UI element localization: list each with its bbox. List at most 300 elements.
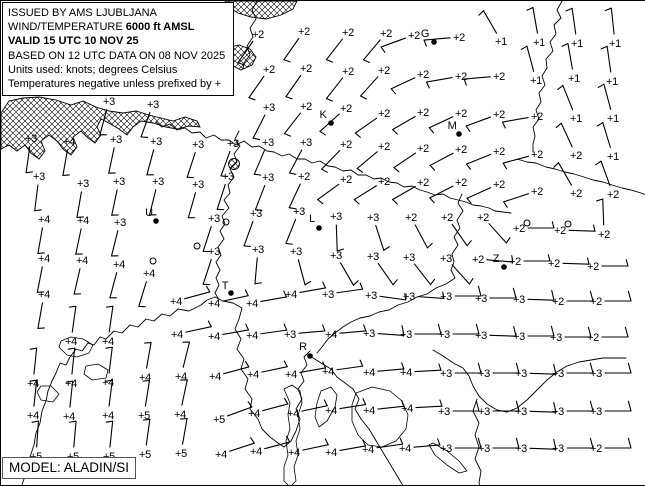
wind-barb-shaft: [185, 292, 210, 299]
chart-level-label: 6000 ft AMSL: [126, 21, 195, 33]
temperature-label: +2: [493, 109, 505, 121]
temperature-label: +1: [568, 73, 580, 85]
wind-barb-shaft: [289, 184, 300, 208]
wind-barb-station: [430, 144, 467, 170]
temperature-label: +4: [363, 367, 375, 379]
issued-by-line: ISSUED BY AMS LJUBLJANA: [8, 6, 229, 20]
wind-barb-tick: [68, 348, 74, 349]
wind-barb-shaft: [183, 419, 188, 445]
city-marker: [421, 28, 437, 45]
temperature-label: +1: [609, 38, 621, 50]
temperature-label: +2: [342, 27, 354, 39]
temperature-label: +4: [399, 443, 411, 455]
wind-barb-station: [249, 64, 275, 100]
wind-barb-shaft: [299, 331, 325, 333]
wind-barb-shaft: [427, 78, 453, 83]
temperature-label: +3: [114, 217, 126, 229]
city-marker: [145, 207, 159, 224]
wind-barb-shaft: [110, 421, 113, 447]
wind-barb-tick: [320, 131, 325, 135]
wind-barb-tick: [35, 210, 41, 211]
wind-barb-station: [252, 244, 264, 284]
temperature-label: +3: [478, 406, 490, 418]
wind-barb-tick: [527, 8, 533, 11]
temperature-label: +2: [378, 108, 390, 120]
wind-barb-station: [587, 327, 628, 344]
wind-barb-shaft: [415, 370, 441, 371]
wind-barb-tick: [393, 280, 397, 285]
wind-barb-tick: [601, 46, 607, 49]
wind-barb-tick: [255, 283, 261, 284]
wind-barb-tick: [253, 138, 259, 139]
wind-barb-tick: [429, 128, 433, 133]
wind-barb-station: [255, 172, 274, 210]
temperature-label: +2: [607, 189, 619, 201]
wind-barb-station: [504, 186, 543, 207]
temperature-label: +3: [515, 443, 527, 455]
wind-barb-shaft: [380, 296, 406, 300]
temperature-label: +3: [192, 139, 204, 151]
wind-barb-station: [438, 401, 479, 418]
wind-barb-station: [556, 123, 582, 162]
wind-barb-shaft: [355, 118, 376, 133]
wind-barb-shaft: [217, 185, 225, 210]
wind-barb-shaft: [503, 118, 529, 123]
temperature-label: +4: [285, 369, 297, 381]
temperature-label: +2: [455, 177, 467, 189]
wind-barb-station: [322, 360, 363, 378]
temperature-label: +4: [247, 369, 259, 381]
temperature-label: +2: [598, 229, 610, 241]
temperature-label: +1: [533, 37, 545, 49]
temperature-label: +4: [38, 253, 50, 265]
chart-type-prefix: WIND/TEMPERATURE: [8, 21, 126, 33]
wind-barb-station: [188, 179, 204, 218]
wind-barb-station: [287, 400, 327, 420]
temperature-label: +2: [590, 443, 602, 455]
temperature-label: +3: [252, 244, 264, 256]
wind-barb-tick: [355, 133, 360, 137]
temperature-label: +3: [403, 252, 415, 264]
wind-barb-station: [248, 398, 288, 420]
wind-barb-station: [597, 199, 611, 241]
wind-barb-tick: [106, 306, 112, 307]
wind-barb-tick: [628, 291, 631, 301]
island-cres: [284, 385, 302, 485]
wind-barb-shaft: [484, 11, 497, 34]
city-label: M: [448, 120, 457, 132]
city-dot: [228, 290, 234, 296]
wind-barb-tick: [628, 363, 631, 373]
wind-barb-station: [325, 325, 366, 341]
wind-barb-tick: [566, 8, 572, 11]
temperature-label: +4: [38, 214, 50, 226]
wind-barb-tick: [469, 279, 473, 284]
wind-barb-station: [467, 146, 506, 169]
temperature-label: +2: [493, 146, 505, 158]
temperature-label: +2: [380, 28, 392, 40]
temperature-label: +3: [363, 328, 375, 340]
wind-barb-shaft: [559, 163, 572, 186]
wind-barb-shaft: [298, 260, 305, 285]
wind-barb-station: [363, 363, 404, 379]
wind-barb-station: [215, 438, 254, 461]
temperature-label: +3: [403, 291, 415, 303]
temperature-label: +4: [246, 298, 258, 310]
wind-barb-tick: [466, 126, 470, 131]
wind-barb-shaft: [563, 86, 573, 110]
wind-barb-shaft: [76, 229, 81, 254]
wind-barb-shaft: [261, 297, 287, 302]
wind-barb-shaft: [109, 148, 114, 173]
wind-barb-station: [112, 176, 125, 215]
wind-barb-shaft: [147, 150, 154, 175]
wind-barb-shaft: [415, 225, 427, 248]
wind-barb-tick: [322, 169, 328, 172]
temperature-label: +3: [515, 406, 527, 418]
wind-barb-station: [566, 8, 583, 50]
temperature-label: +3: [552, 406, 564, 418]
wind-barb-station: [440, 363, 481, 380]
temperature-label: +4: [362, 444, 374, 456]
temperature-label: +4: [174, 409, 186, 421]
wind-barb-shaft: [378, 263, 393, 284]
temperature-label: +3: [440, 443, 452, 455]
city-dot: [431, 39, 437, 45]
wind-barb-station: [509, 255, 550, 268]
wind-barb-station: [365, 290, 406, 302]
temperature-label: +3: [110, 134, 122, 146]
wind-barb-station: [552, 363, 593, 380]
wind-barb-tick: [427, 82, 430, 88]
city-label: L: [309, 213, 315, 225]
wind-barb-station: [438, 324, 479, 341]
city-dot: [316, 225, 322, 231]
wind-barb-station: [401, 400, 442, 415]
wind-barb-shaft: [354, 186, 376, 200]
model-label: MODEL: ALADIN/SI: [9, 460, 129, 475]
temperature-label: +1: [607, 151, 619, 163]
wind-barb-shaft: [254, 150, 264, 174]
wind-barb-tick: [562, 44, 568, 47]
wind-barb-shaft: [364, 40, 381, 60]
temperature-label: +3: [284, 329, 296, 341]
wind-barb-shaft: [337, 289, 363, 293]
wind-barb-shaft: [337, 366, 363, 370]
wind-barb-station: [590, 363, 631, 380]
wind-barb-station: [290, 137, 313, 174]
city-marker: [222, 280, 234, 296]
temperature-label: +5: [138, 410, 150, 422]
temperature-label: +3: [440, 368, 452, 380]
wind-barb-tick: [597, 123, 603, 126]
temperature-label: +2: [300, 63, 312, 75]
wind-barb-tick: [251, 438, 255, 443]
wind-barb-tick: [181, 419, 187, 420]
wind-barb-shaft: [253, 115, 265, 138]
wind-barb-station: [403, 252, 434, 285]
temperature-label: +3: [552, 368, 564, 380]
city-label: K: [319, 109, 327, 121]
city-marker: [309, 213, 322, 231]
wind-barb-tick: [26, 172, 32, 173]
wind-barb-shaft: [527, 46, 534, 71]
temperature-label: +3: [330, 211, 342, 223]
wind-barb-tick: [594, 225, 595, 231]
wind-barb-station: [325, 399, 366, 417]
temperature-label: +2: [263, 64, 275, 76]
wind-barb-shaft: [261, 330, 287, 334]
wind-barb-tick: [245, 290, 248, 296]
wind-barb-station: [217, 171, 234, 210]
temperature-label: +2: [340, 139, 352, 151]
wind-barb-station: [175, 419, 187, 460]
wind-barb-shaft: [533, 8, 538, 34]
wind-barb-shaft: [290, 150, 302, 173]
temperature-label: +3: [440, 291, 452, 303]
wind-barb-station: [290, 246, 311, 285]
temperature-label: +3: [513, 294, 525, 306]
wind-barb-station: [244, 208, 262, 246]
wind-barb-station: [467, 179, 505, 203]
temperature-label: +4: [246, 330, 258, 342]
temperature-label: +3: [330, 250, 342, 262]
wind-barb-tick: [605, 8, 611, 10]
open-circle-marker: [150, 258, 156, 264]
wind-barb-shaft: [263, 404, 288, 411]
temperature-label: +3: [77, 178, 89, 190]
open-circle-marker: [194, 243, 200, 249]
wind-barb-tick: [427, 243, 432, 247]
wind-barb-station: [247, 361, 287, 381]
temperature-label: +3: [590, 406, 602, 418]
wind-barb-station: [357, 141, 390, 172]
wind-barb-tick: [394, 168, 399, 172]
wind-barb-tick: [479, 11, 484, 16]
wind-barb-station: [364, 28, 393, 63]
wind-barb-station: [112, 217, 127, 256]
temperature-label: +3: [222, 171, 234, 183]
wind-barb-station: [587, 260, 628, 273]
wind-barb-shaft: [77, 192, 82, 218]
temperature-label: +2: [300, 101, 312, 113]
wind-barb-shaft: [563, 263, 589, 264]
temperature-label: +2: [493, 179, 505, 191]
wind-barb-tick: [290, 173, 296, 174]
wind-barb-tick: [361, 96, 367, 99]
temperature-label: +4: [208, 298, 220, 310]
city-dot: [501, 264, 507, 270]
temperature-label: +4: [363, 405, 375, 417]
temperature-label: +4: [139, 372, 151, 384]
wind-barb-station: [286, 63, 312, 99]
wind-barb-tick: [141, 137, 147, 138]
wind-barb-tick: [208, 321, 211, 327]
wind-barb-shaft: [112, 190, 117, 215]
wind-barb-station: [174, 380, 187, 421]
temperature-label: +3: [400, 329, 412, 341]
temperature-label: +4: [27, 378, 39, 390]
temperature-label: +3: [25, 133, 37, 145]
wind-barb-station: [326, 66, 354, 101]
wind-barb-tick: [598, 84, 604, 87]
wind-barb-station: [475, 288, 516, 305]
wind-barb-station: [590, 401, 631, 418]
chart-info-box: [2, 2, 234, 96]
wind-barb-tick: [558, 86, 563, 90]
wind-barb-station: [361, 65, 391, 99]
wind-barb-station: [208, 290, 248, 310]
temperature-label: +4: [215, 449, 227, 461]
temperature-label: +3: [250, 208, 262, 220]
temperature-label: +3: [33, 171, 45, 183]
wind-barb-station: [288, 439, 328, 459]
wind-barb-shaft: [391, 78, 415, 89]
wind-barb-shaft: [376, 226, 384, 251]
wind-barb-tick: [325, 439, 328, 445]
wind-barb-shaft: [147, 343, 152, 369]
wind-barb-tick: [30, 348, 36, 349]
wind-barb-shaft: [109, 306, 113, 332]
temperature-label: +3: [263, 102, 275, 114]
temperature-label: +3: [552, 443, 564, 455]
wind-barb-shaft: [467, 154, 491, 164]
temperature-label: +4: [248, 408, 260, 420]
wind-barb-tick: [145, 343, 151, 344]
valid-time-line: [8, 34, 229, 48]
temperature-label: +1: [530, 75, 542, 87]
wind-barb-tick: [628, 401, 631, 411]
temperature-label: +2: [455, 108, 467, 120]
wind-barb-station: [38, 289, 50, 328]
temperature-label: +4: [209, 371, 221, 383]
wind-barb-station: [254, 137, 274, 175]
temperature-label: +1: [571, 38, 583, 50]
temperature-label: +4: [65, 336, 77, 348]
temperature-label: +4: [288, 447, 300, 459]
temperature-label: +3: [300, 137, 312, 149]
temperature-label: +2: [455, 144, 467, 156]
wind-barb-shaft: [109, 347, 112, 373]
wind-barb-shaft: [249, 76, 264, 97]
temperature-label: +4: [208, 331, 220, 343]
wind-barb-station: [477, 212, 510, 243]
wind-barb-station: [503, 111, 544, 128]
city-dot: [328, 120, 334, 126]
temperature-label: +3: [152, 176, 164, 188]
wind-barb-shaft: [182, 380, 187, 405]
temperature-label: +3: [478, 368, 490, 380]
temperature-note-line: Temperatures negative unless prefixed by +: [8, 77, 229, 91]
wind-barb-shaft: [286, 219, 296, 243]
wind-barb-shaft: [378, 406, 404, 409]
wind-barb-station: [285, 362, 325, 381]
wind-barb-station: [322, 283, 363, 301]
wind-barb-station: [427, 71, 468, 88]
wind-barb-tick: [326, 99, 332, 102]
temperature-label: +2: [378, 176, 390, 188]
wind-barb-station: [548, 258, 589, 270]
temperature-label: +3: [550, 332, 562, 344]
wind-barb-tick: [254, 174, 260, 175]
temperature-label: +3: [438, 406, 450, 418]
terrain-peak-circle: [229, 159, 240, 170]
wind-barb-station: [175, 342, 189, 383]
wind-barb-station: [554, 225, 595, 237]
wind-barb-shaft: [569, 230, 595, 231]
wind-barb-shaft: [63, 150, 68, 176]
wind-barb-station: [102, 306, 114, 348]
wind-barb-tick: [143, 380, 149, 381]
temperature-label: +4: [401, 403, 413, 415]
city-marker: [448, 120, 462, 137]
temperature-label: +3: [103, 96, 115, 108]
wind-barb-station: [139, 343, 151, 384]
wind-barb-station: [187, 139, 204, 178]
wind-barb-shaft: [528, 299, 554, 300]
temperature-label: +1: [495, 36, 507, 48]
wind-barb-station: [554, 163, 582, 200]
wind-barb-station: [400, 324, 441, 341]
wind-barb-shaft: [394, 153, 416, 168]
wind-barb-shaft: [203, 260, 211, 285]
wind-barb-shaft: [146, 419, 150, 445]
wind-barb-station: [289, 171, 310, 209]
wind-barb-tick: [354, 200, 359, 204]
temperature-label: +5: [175, 448, 187, 460]
wind-barb-shaft: [393, 187, 416, 200]
temperature-label: +3: [438, 329, 450, 341]
wind-barb-tick: [430, 165, 434, 170]
wind-barb-station: [37, 253, 50, 292]
wind-barb-station: [286, 206, 305, 244]
wind-barb-shaft: [561, 123, 572, 147]
coastline-velebit-arc: [433, 350, 626, 412]
wind-barb-shaft: [38, 303, 43, 329]
temperature-label: +3: [478, 443, 490, 455]
wind-barb-tick: [626, 260, 628, 266]
temperature-label: +2: [552, 296, 564, 308]
wind-barb-station: [76, 215, 89, 254]
wind-barb-station: [363, 326, 404, 340]
temperature-label: +2: [441, 212, 453, 224]
temperature-label: +2: [472, 254, 484, 266]
wind-barb-tick: [504, 202, 508, 207]
wind-barb-station: [109, 134, 122, 173]
wind-barb-tick: [625, 327, 628, 337]
chart-type-line: [8, 20, 229, 34]
temperature-label: +1: [570, 113, 582, 125]
wind-barb-station: [550, 327, 591, 344]
city-label: U: [145, 207, 153, 219]
wind-barb-tick: [305, 282, 311, 285]
wind-barb-station: [513, 222, 554, 235]
wind-barb-tick: [381, 47, 385, 52]
wind-barb-tick: [506, 238, 510, 243]
wind-barb-shaft: [336, 225, 337, 251]
temperature-label: +2: [587, 332, 599, 344]
wind-barb-tick: [596, 161, 601, 165]
wind-barb-station: [253, 102, 275, 140]
wind-barb-station: [110, 259, 125, 298]
wind-barb-tick: [364, 60, 370, 63]
wind-barb-station: [354, 176, 390, 204]
wind-barb-tick: [556, 123, 561, 127]
temperature-label: +3: [590, 368, 602, 380]
wind-barb-station: [590, 438, 631, 455]
wind-barb-station: [318, 174, 352, 204]
wind-barb-station: [513, 290, 554, 306]
